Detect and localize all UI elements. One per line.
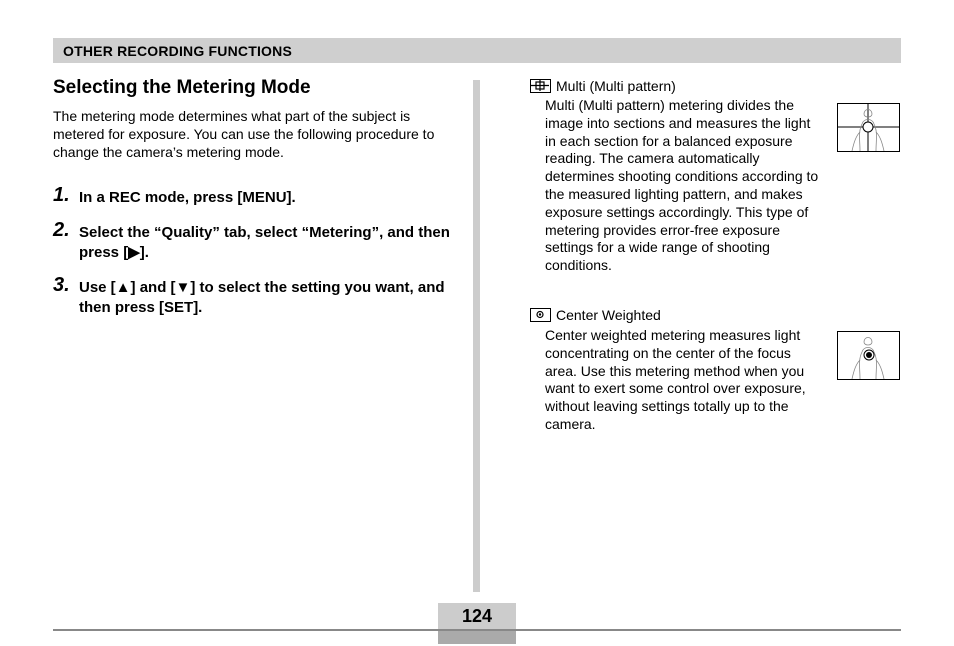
multi-pattern-illustration bbox=[837, 103, 900, 152]
step-number: 3. bbox=[53, 274, 70, 296]
step-number: 2. bbox=[53, 219, 70, 241]
page-number-strip bbox=[438, 631, 516, 644]
page-title: Selecting the Metering Mode bbox=[53, 77, 311, 98]
step-text: In a REC mode, press [MENU]. bbox=[79, 189, 296, 206]
page-number: 124 bbox=[438, 603, 516, 629]
mode-center-label: Center Weighted bbox=[556, 307, 661, 323]
multi-pattern-icon bbox=[530, 79, 551, 93]
section-header-title: OTHER RECORDING FUNCTIONS bbox=[63, 43, 292, 59]
center-weighted-illustration bbox=[837, 331, 900, 380]
step-text: Use [▲] and [▼] to select the setting you want, and then press [SET]. bbox=[79, 279, 445, 316]
intro-paragraph: The metering mode determines what part of the subject is metered for exposure. You can use the following procedure to change the camera’s metering mode. bbox=[53, 108, 435, 160]
column-divider bbox=[473, 80, 480, 592]
mode-center-description: Center weighted metering measures light concentrating on the center of the focus area. Use this metering method when you want to exert some control over exposure, without leaving settings totally up to the camera. bbox=[545, 327, 806, 432]
step-number: 1. bbox=[53, 184, 70, 206]
section-header-bar bbox=[53, 38, 901, 63]
step-text: Select the “Quality” tab, select “Metering”, and then press [▶]. bbox=[79, 224, 450, 261]
mode-multi-description: Multi (Multi pattern) metering divides the image into sections and measures the light in each section for a balanced exposure reading. The camera automatically determines shooting conditions according to the measured lighting pattern, and makes exposure settings accordingly. This type of metering provides error-free exposure settings for a wide range of shooting conditions. bbox=[545, 97, 819, 274]
center-weighted-icon bbox=[530, 308, 551, 322]
mode-multi-label: Multi (Multi pattern) bbox=[556, 78, 676, 94]
mode-multi-heading bbox=[530, 78, 676, 94]
mode-center-heading bbox=[530, 307, 661, 323]
